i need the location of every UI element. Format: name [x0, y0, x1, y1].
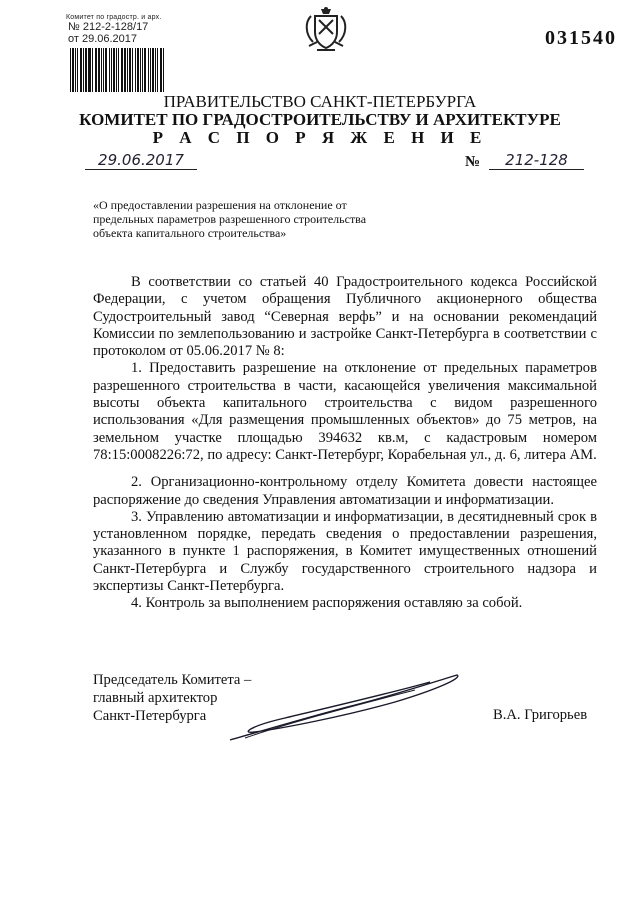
barcode-bar: [88, 48, 91, 92]
committee-title: КОМИТЕТ ПО ГРАДОСТРОИТЕЛЬСТВУ И АРХИТЕКТУРЕ: [79, 110, 561, 129]
barcode-bar: [95, 48, 97, 92]
document-type-title: Р А С П О Р Я Ж Е Н И Е: [152, 128, 488, 147]
barcode-bar: [109, 48, 110, 92]
signatory-title-line-3: Санкт-Петербурга: [93, 708, 207, 724]
barcode-bar: [148, 48, 149, 92]
barcode-bar: [155, 48, 156, 92]
barcode-bar: [137, 48, 139, 92]
stamp-header: Комитет по градостр. и арх.: [66, 14, 162, 21]
barcode-bar: [80, 48, 82, 92]
barcode: [70, 48, 166, 92]
barcode-bar: [121, 48, 123, 92]
item-1-paragraph: 1. Предоставить разрешение на отклонение от предельных параметров разрешенного строительства в части, касающейся увеличения максимальной высоты объекта капитального строительства с видом разрешенного использования «Для размещения промышленных объектов» до 75 метров, на земельном участке площадью 394632 кв.м, с кадастровым номером 78:15:0008226:72, по адресу: Санкт-Петербург, Корабельная ул., д. 6, литера АМ.: [93, 360, 597, 463]
order-subject: «О предоставлении разрешения на отклонение от предельных параметров разрешенного строительства объекта капитального строительства»: [93, 198, 367, 240]
barcode-bar: [150, 48, 151, 92]
item-3-paragraph: 3. Управлению автоматизации и информатизации, в десятидневный срок в установленном порядке, передать сведения о предоставлении разрешения, указанного в пункте 1 распоряжения, в Комитет имущественных отношений Санкт-Петербурга и Службу государственного строительного надзора и экспертизы Санкт-Петербурга.: [93, 508, 597, 595]
order-number: 212-128: [489, 151, 584, 170]
stamp-reg-number: № 212-2-128/17: [68, 21, 149, 33]
barcode-bar: [152, 48, 154, 92]
preamble-paragraph: В соответствии со статьей 40 Градостроительного кодекса Российской Федерации, с учетом обращения Публичного акционерного общества Судостроительный завод “Северная верфь” и на основании рекомендаций Комиссии по землепользованию и застройке Санкт-Петербурга в соответствии с протоколом от 05.06.2017 № 8:: [93, 274, 597, 360]
registration-stamp: [66, 14, 176, 45]
barcode-bar: [111, 48, 112, 92]
coat-of-arms-icon: [303, 6, 349, 56]
barcode-bar: [142, 48, 143, 92]
barcode-bar: [157, 48, 158, 92]
barcode-bar: [92, 48, 93, 92]
barcode-bar: [105, 48, 107, 92]
barcode-bar: [135, 48, 136, 92]
government-title: ПРАВИТЕЛЬСТВО САНКТ-ПЕТЕРБУРГА: [163, 92, 477, 111]
barcode-bar: [72, 48, 74, 92]
barcode-bar: [140, 48, 141, 92]
barcode-bar: [98, 48, 100, 92]
barcode-bar: [103, 48, 104, 92]
barcode-bar: [101, 48, 102, 92]
stamp-reg-date: от 29.06.2017: [68, 33, 138, 45]
signatory-title-line-2: главный архитектор: [93, 690, 218, 706]
barcode-bar: [70, 48, 71, 92]
signatory-title-line-1: Председатель Комитета –: [93, 672, 252, 688]
signatory-name: В.А. Григорьев: [493, 707, 588, 723]
handwritten-signature: [225, 660, 465, 750]
barcode-bar: [160, 48, 162, 92]
barcode-bar: [85, 48, 87, 92]
barcode-bar: [113, 48, 115, 92]
barcode-bar: [75, 48, 76, 92]
barcode-bar: [163, 48, 164, 92]
barcode-bar: [83, 48, 84, 92]
order-body: [93, 274, 597, 613]
barcode-bar: [144, 48, 146, 92]
barcode-bar: [129, 48, 131, 92]
barcode-bar: [77, 48, 78, 92]
barcode-bar: [132, 48, 133, 92]
document-serial-number: 031540: [545, 27, 617, 49]
order-date: 29.06.2017: [85, 151, 197, 170]
order-number-label: №: [465, 154, 481, 170]
item-2-paragraph: 2. Организационно-контрольному отделу Комитета довести настоящее распоряжение до сведения Управления автоматизации и информатизации.: [93, 474, 597, 508]
barcode-bar: [124, 48, 126, 92]
item-4-paragraph: 4. Контроль за выполнением распоряжения оставляю за собой.: [131, 595, 523, 612]
barcode-bar: [127, 48, 128, 92]
barcode-bar: [118, 48, 119, 92]
barcode-bar: [116, 48, 117, 92]
